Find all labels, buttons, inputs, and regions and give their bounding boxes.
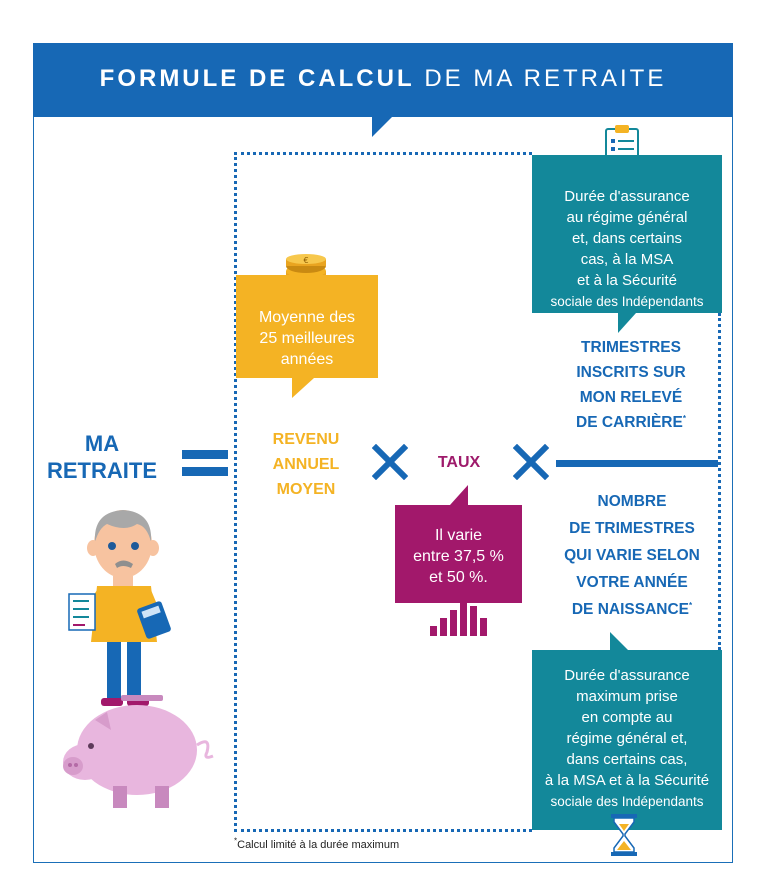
revenu-line-2: ANNUEL (272, 456, 340, 473)
denominator-box-line-1: Durée d'assurance (564, 667, 690, 684)
numerator-box-line-2: au régime général (566, 209, 688, 226)
title-light-part: DE MA RETRAITE (424, 65, 667, 92)
numerator-box-line-5: et à la Sécurité (576, 272, 678, 289)
numerator-label-line-4-text: DE CARRIÈRE (576, 414, 683, 431)
denominator-label-line-4: VOTRE ANNÉE (576, 574, 688, 591)
header-banner (33, 43, 733, 117)
numerator-box-line-1: Durée d'assurance (564, 188, 690, 205)
denominator-box-line-3: en compte au (581, 709, 673, 726)
numerator-box-line-3: et, dans certains (571, 230, 683, 247)
numerator-box-line-6: sociale des Indépendants (550, 294, 704, 309)
numerator-box-line-4: cas, à la MSA (580, 251, 674, 268)
numerator-label-line-2: INSCRITS SUR (576, 364, 686, 381)
footnote-text: Calcul limité à la durée maximum (237, 839, 400, 851)
bar-chart-icon (430, 596, 488, 636)
denominator-box-line-5: dans certains cas, (566, 751, 688, 768)
revenue-box-line-3: années (280, 351, 334, 368)
numerator-label-line-4 (556, 410, 706, 435)
revenu-line-3: MOYEN (276, 481, 336, 498)
numerator-label-line-1: TRIMESTRES (581, 339, 681, 356)
denominator-box-line-6: à la MSA et à la Sécurité (544, 772, 710, 789)
revenue-box-line-1: Moyenne des (258, 309, 356, 326)
revenu-line-1: REVENU (272, 431, 340, 448)
rate-box-tail (450, 485, 468, 505)
piggy-bank-illustration (55, 690, 220, 815)
denominator-box-line-4: régime général et, (566, 730, 688, 747)
header-speech-tail (372, 117, 392, 137)
rate-box-line-2: entre 37,5 % (413, 548, 504, 565)
dotted-bracket-left (234, 152, 237, 832)
denominator-box-line-7: sociale des Indépendants (550, 794, 704, 809)
ma-retraite-line-1: MA (84, 431, 120, 456)
denominator-label-line-5 (552, 596, 712, 623)
numerator-label-line-3: MON RELEVÉ (579, 389, 683, 406)
revenu-annuel-moyen-label (255, 427, 357, 502)
title-bold-part: FORMULE DE CALCUL (99, 65, 415, 92)
fraction-bar (556, 460, 718, 467)
denominator-label-line-5-text: DE NAISSANCE (571, 601, 689, 618)
numerator-label (556, 335, 706, 435)
footnote-mark: * (234, 836, 238, 846)
dotted-bracket-right (718, 313, 721, 650)
denominator-description-box (532, 650, 722, 830)
dotted-bracket-bottom (234, 829, 532, 832)
denominator-label-line-3: QUI VARIE SELON (564, 547, 700, 564)
rate-box-line-1: Il varie (434, 527, 483, 544)
denominator-footnote-mark: * (689, 600, 693, 610)
denominator-label-line-2: DE TRIMESTRES (569, 520, 695, 537)
revenue-description-box (236, 275, 378, 378)
retiree-illustration (55, 502, 185, 712)
ma-retraite-label (46, 430, 158, 484)
revenue-box-line-2: 25 meilleures (259, 330, 355, 347)
taux-label: TAUX (437, 454, 481, 471)
multiply-sign-1 (372, 444, 408, 480)
equals-sign-bottom-bar (182, 467, 228, 476)
rate-box-line-3: et 50 %. (429, 569, 488, 586)
numerator-footnote-mark: * (682, 413, 686, 423)
revenue-box-tail (292, 378, 314, 398)
equals-sign-top-bar (182, 450, 228, 459)
numerator-box-tail (618, 313, 636, 333)
numerator-description-box (532, 155, 722, 313)
multiply-sign-2 (513, 444, 549, 480)
dotted-bracket-top (234, 152, 532, 155)
denominator-box-tail (610, 632, 628, 650)
denominator-label-line-1: NOMBRE (597, 493, 667, 510)
rate-description-box (395, 505, 522, 603)
hourglass-icon (610, 814, 638, 856)
footnote (234, 836, 400, 851)
denominator-box-line-2: maximum prise (576, 688, 678, 705)
denominator-label (552, 488, 712, 623)
ma-retraite-line-2: RETRAITE (47, 458, 157, 483)
svg-text:€: € (303, 256, 309, 265)
page-title (33, 65, 733, 93)
